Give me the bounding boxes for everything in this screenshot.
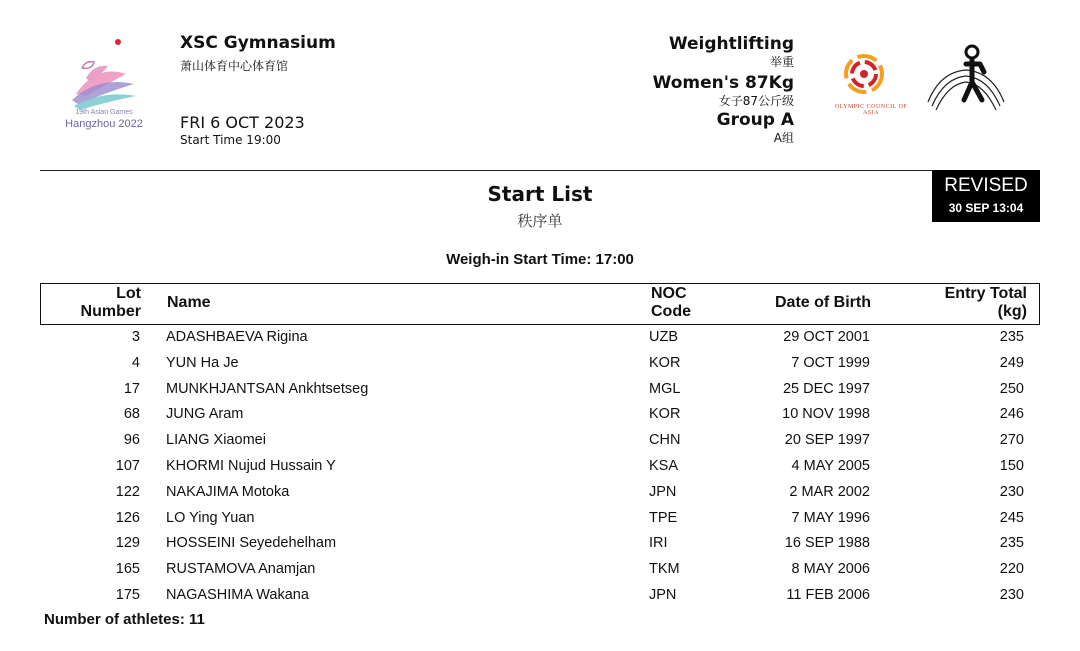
entry-total-cell: 230 (999, 587, 1024, 603)
revised-date: 30 SEP 13:04 (948, 201, 1024, 215)
entry-total-cell: 245 (999, 509, 1024, 526)
event-info-block (653, 33, 794, 145)
event-date: FRI 6 OCT 2023 (180, 113, 305, 132)
header-noc-code (651, 285, 691, 321)
dob-cell: 4 MAY 2005 (791, 458, 870, 474)
noc-cell: KOR (649, 406, 681, 423)
venue-title: XSC Gymnasium (180, 33, 336, 53)
document-title-cn: 秩序单 (517, 212, 563, 230)
entry-total-cell: 235 (999, 535, 1024, 552)
name-cell: YUN Ha Je (166, 354, 239, 371)
header-date-of-birth: Date of Birth (775, 294, 871, 311)
revised-label: REVISED (944, 175, 1028, 196)
name-cell: NAKAJIMA Motoka (166, 483, 290, 500)
table-row (0, 351, 1080, 377)
lot-cell: 129 (115, 535, 140, 552)
sport-title: Weightlifting (668, 34, 794, 54)
lot-cell: 126 (115, 509, 140, 526)
dob-cell: 2 MAR 2002 (789, 483, 870, 500)
venue-title-cn: 萧山体育中心体育馆 (180, 59, 289, 73)
weigh-in-time: Weigh-in Start Time: 17:00 (446, 251, 634, 268)
header-total-line2: (kg) (997, 303, 1027, 320)
name-cell: ADASHBAEVA Rigina (166, 329, 308, 345)
oca-caption: OLYMPIC COUNCIL OF ASIA (834, 104, 908, 116)
name-cell: JUNG Aram (166, 406, 244, 423)
name-cell: NAGASHIMA Wakana (166, 587, 309, 603)
name-cell: KHORMI Nujud Hussain Y (166, 458, 336, 474)
header-lot-line1: Lot (116, 285, 141, 302)
name-cell: MUNKHJANTSAN Ankhtsetseg (166, 380, 369, 397)
lot-cell: 68 (123, 406, 140, 423)
table-row (0, 480, 1080, 506)
name-cell: RUSTAMOVA Anamjan (166, 561, 316, 578)
noc-cell: KOR (649, 354, 681, 371)
dob-cell: 7 OCT 1999 (791, 354, 870, 371)
document-title: Start List (487, 182, 593, 206)
noc-cell: KSA (649, 458, 679, 474)
event-title: Women's 87Kg (652, 73, 794, 93)
table-row (0, 402, 1080, 428)
header-name: Name (167, 294, 211, 311)
games-logo-city: Hangzhou 2022 (65, 118, 143, 130)
header-lot-line2: Number (80, 303, 141, 320)
dob-cell: 10 NOV 1998 (782, 406, 870, 423)
entry-total-cell: 220 (999, 561, 1024, 578)
noc-cell: JPN (649, 483, 677, 500)
group-title: Group A (716, 110, 794, 130)
table-row (0, 325, 1080, 351)
entry-total-cell: 150 (999, 458, 1024, 474)
lot-cell: 122 (115, 483, 140, 500)
lot-cell: 17 (123, 380, 140, 397)
noc-cell: UZB (649, 329, 678, 345)
table-row (0, 506, 1080, 532)
table-row (0, 377, 1080, 403)
header-noc-line1: NOC (651, 285, 687, 302)
entry-total-cell: 246 (999, 406, 1024, 423)
name-cell: LO Ying Yuan (166, 509, 255, 526)
entry-total-cell: 270 (999, 432, 1024, 449)
revised-badge (932, 170, 1040, 222)
table-row (0, 428, 1080, 454)
entry-total-cell: 235 (999, 329, 1024, 345)
entry-total-cell: 250 (999, 380, 1024, 397)
athletes-count: Number of athletes: 11 (44, 611, 205, 628)
noc-cell: MGL (649, 380, 681, 397)
noc-cell: JPN (649, 587, 677, 603)
group-title-cn: A组 (773, 131, 794, 145)
header-total-line1: Entry Total (944, 285, 1027, 302)
weightlifting-pictogram-icon (920, 42, 1012, 124)
lot-cell: 107 (115, 458, 140, 474)
noc-cell: CHN (649, 432, 681, 449)
table-row (0, 454, 1080, 480)
dob-cell: 25 DEC 1997 (782, 380, 870, 397)
header-divider (40, 170, 1040, 171)
lot-cell: 3 (131, 329, 140, 345)
entry-total-cell: 249 (999, 354, 1024, 371)
lot-cell: 165 (115, 561, 140, 578)
games-logo-caption: 19th Asian Games (75, 109, 133, 116)
dob-cell: 29 OCT 2001 (783, 329, 870, 345)
table-header (40, 283, 1040, 325)
table-row (0, 583, 1080, 609)
event-title-cn: 女子87公斤级 (718, 94, 794, 108)
noc-cell: TKM (649, 561, 680, 578)
header-noc-line2: Code (651, 303, 691, 320)
dob-cell: 8 MAY 2006 (791, 561, 870, 578)
dob-cell: 11 FEB 2006 (786, 587, 870, 603)
name-cell: HOSSEINI Seyedehelham (166, 535, 337, 552)
name-cell: LIANG Xiaomei (166, 432, 266, 449)
entry-total-cell: 230 (999, 483, 1024, 500)
dob-cell: 7 MAY 1996 (791, 509, 870, 526)
event-start-time: Start Time 19:00 (180, 133, 281, 147)
dob-cell: 16 SEP 1988 (784, 535, 870, 552)
lot-cell: 175 (115, 587, 140, 603)
dob-cell: 20 SEP 1997 (784, 432, 870, 449)
table-row (0, 531, 1080, 557)
lot-cell: 4 (131, 354, 140, 371)
sport-title-cn: 举重 (769, 55, 794, 69)
header-lot-number (81, 285, 141, 321)
header-entry-total (945, 285, 1027, 321)
noc-cell: TPE (649, 509, 678, 526)
lot-cell: 96 (123, 432, 140, 449)
noc-cell: IRI (649, 535, 668, 552)
table-row (0, 557, 1080, 583)
